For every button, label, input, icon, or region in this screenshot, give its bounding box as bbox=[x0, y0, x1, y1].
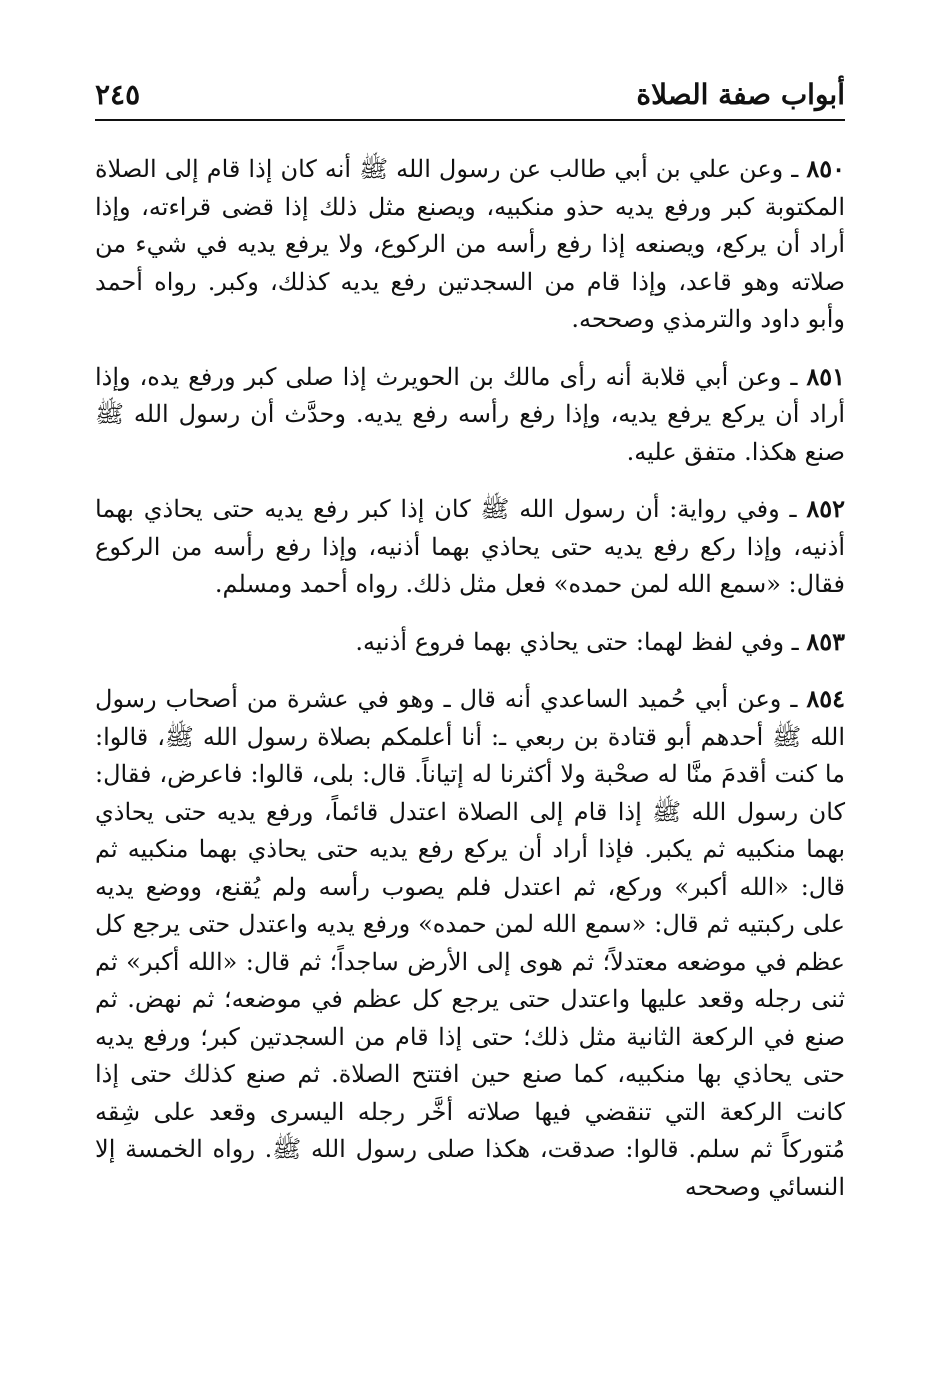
page-body bbox=[95, 150, 845, 1225]
hadith-number: ٨٥٢ bbox=[806, 494, 845, 523]
hadith-851 bbox=[95, 358, 845, 472]
hadith-850 bbox=[95, 150, 845, 339]
hadith-text: ـ وعن أبي قلابة أنه رأى مالك بن الحويرث إذا صلى كبر ورفع يده، وإذا أراد أن يركع يرفع يديه، وإذا رفع رأسه رفع يديه. وحدَّث أن رسول الله ﷺ صنع هكذا. متفق عليه. bbox=[95, 362, 845, 466]
hadith-number: ٨٥٤ bbox=[806, 684, 845, 713]
hadith-number: ٨٥١ bbox=[806, 361, 845, 391]
running-header bbox=[95, 78, 845, 121]
hadith-854 bbox=[95, 680, 845, 1206]
hadith-852 bbox=[95, 490, 845, 604]
page-number: ٢٤٥ bbox=[95, 78, 141, 111]
hadith-number: ٨٥٠ bbox=[806, 154, 845, 183]
hadith-number: ٨٥٣ bbox=[806, 626, 845, 656]
hadith-text: ـ وعن أبي حُميد الساعدي أنه قال ـ وهو في عشرة من أصحاب رسول الله ﷺ أحدهم أبو قتادة بن ربعي ـ: أنا أعلمكم بصلاة رسول الله ﷺ، قالوا: ما كنت أقدمَ منَّا له صحْبة ولا أكثرنا له إتياناً. قال: بلى، قالوا: فاعرض، فقال: كان رسول الله ﷺ إذا قام إلى الصلاة اعتدل قائماً، ورفع يديه حتى يحاذي بهما منكبيه ثم يكبر. فإذا أراد أن يركع رفع يديه حتى يحاذي بهما منكبيه ثم قال: «الله أكبر» وركع، ثم اعتدل فلم يصوب رأسه ولم يُقنع، ووضع يديه على ركبتيه ثم قال: «سمع الله لمن حمده» ورفع يديه واعتدل حتى يرجع كل عظم في موضعه معتدلاً؛ ثم هوى إلى الأرض ساجداً؛ ثم قال: «الله أكبر» ثم ثنى رجله وقعد عليها واعتدل حتى يرجع كل عظم في موضعه؛ ثم نهض. ثم صنع في الركعة الثانية مثل ذلك؛ حتى إذا قام من السجدتين كبر؛ ورفع يديه حتى يحاذي بها منكبيه، كما صنع حين افتتح الصلاة. ثم صنع كذلك حتى إذا كانت الركعة التي تنقضي فيها صلاته أخَّر رجله اليسرى وقعد على شِقه مُتوركاً ثم سلم. قالوا: صدقت، هكذا صلى رسول الله ﷺ. رواه الخمسة إلا النسائي وصححه bbox=[95, 685, 845, 1201]
chapter-title: أبواب صفة الصلاة bbox=[636, 78, 845, 111]
hadith-853 bbox=[95, 623, 845, 662]
hadith-text: ـ وفي رواية: أن رسول الله ﷺ كان إذا كبر رفع يديه حتى يحاذي بهما أذنيه، وإذا ركع رفع يديه حتى يحاذي بهما أذنيه، وإذا رفع رأسه من الركوع فقال: «سمع الله لمن حمده» فعل مثل ذلك. رواه أحمد ومسلم. bbox=[95, 495, 845, 598]
hadith-text: ـ وفي لفظ لهما: حتى يحاذي بهما فروع أذنيه. bbox=[355, 627, 807, 656]
hadith-text: ـ وعن علي بن أبي طالب عن رسول الله ﷺ أنه كان إذا قام إلى الصلاة المكتوبة كبر ورفع يديه حذو منكبيه، ويصنع مثل ذلك إذا قضى قراءته، وإذا أراد أن يركع، ويصنعه إذا رفع رأسه من الركوع، ولا يرفع يديه في شيء من صلاته وهو قاعد، وإذا قام من السجدتين رفع يديه كذلك، وكبر. رواه أحمد وأبو داود والترمذي وصححه. bbox=[95, 155, 845, 333]
